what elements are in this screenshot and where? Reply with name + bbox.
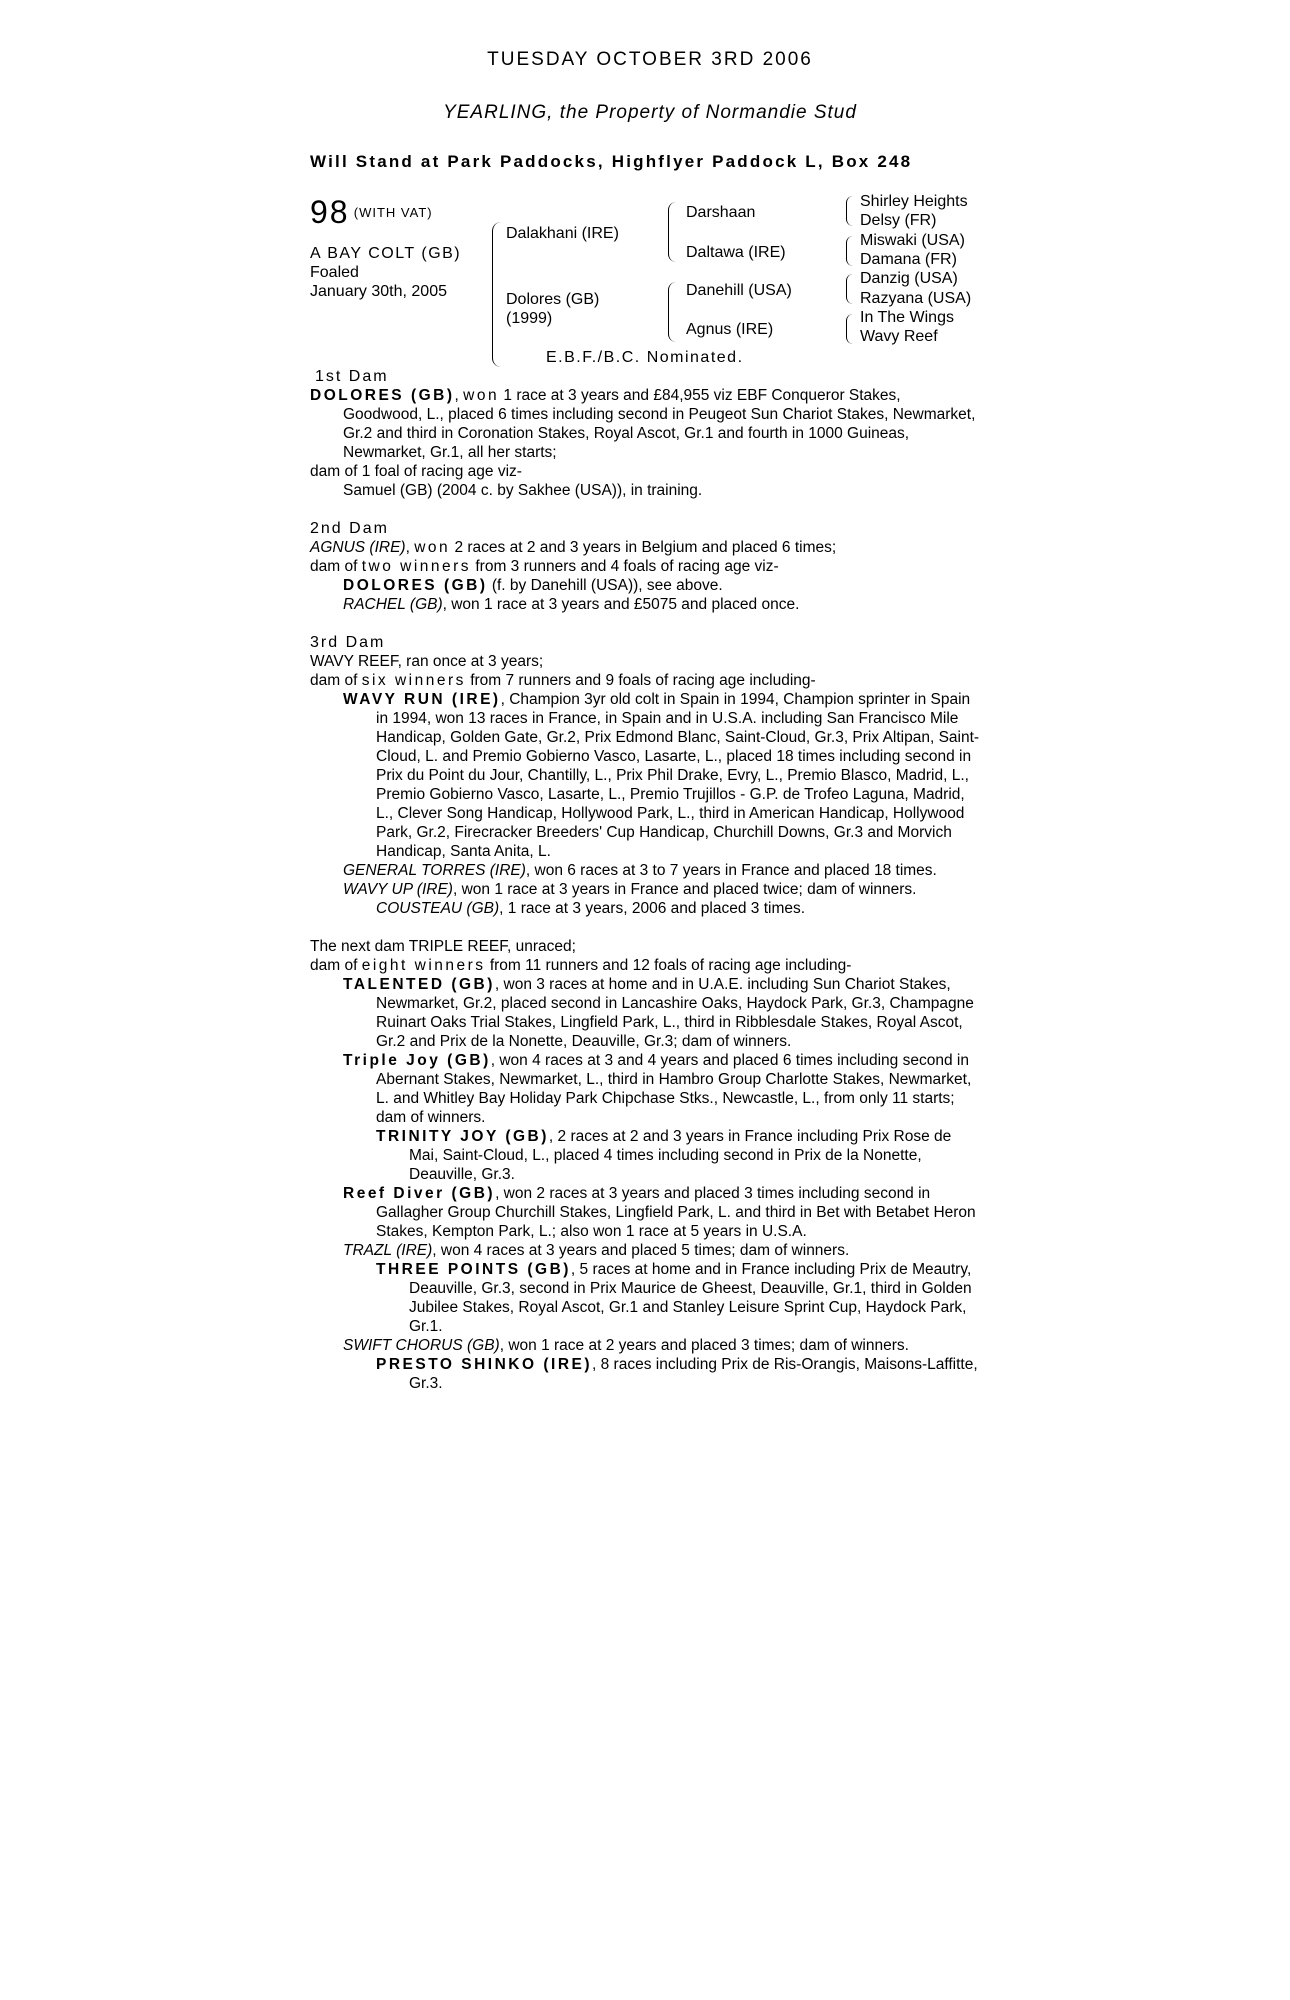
yearling-owner: YEARLING, the Property of Normandie Stud xyxy=(443,102,857,123)
progeny-line xyxy=(310,975,982,1051)
won-word: won xyxy=(463,387,500,404)
gen3-name: Damana (FR) xyxy=(860,251,957,268)
progeny-line xyxy=(310,1051,982,1127)
progeny-line xyxy=(310,1241,982,1260)
dam-of-suffix: from 7 runners and 9 foals of racing age including- xyxy=(470,672,816,689)
gen3-name: Miswaki (USA) xyxy=(860,232,965,249)
dam-of-prefix: dam of xyxy=(310,672,358,689)
dam-of-suffix: from 11 runners and 12 foals of racing age including- xyxy=(489,957,852,974)
progeny-text: (f. by Danehill (USA)), see above. xyxy=(491,577,723,594)
progeny-name: TALENTED (GB) xyxy=(343,976,495,993)
progeny-name: Reef Diver (GB) xyxy=(343,1185,496,1202)
winners-count: six winners xyxy=(361,672,466,689)
winners-count: two winners xyxy=(361,558,472,575)
vat-note: (WITH VAT) xyxy=(353,205,433,220)
dam-year: (1999) xyxy=(506,310,553,327)
winners-count: eight winners xyxy=(361,957,486,974)
gen3-name: Wavy Reef xyxy=(860,328,938,345)
progeny-text: , won 6 races at 3 to 7 years in France and placed 18 times. xyxy=(525,862,937,879)
third-dam-heading: 3rd Dam xyxy=(310,634,386,651)
dam-of-line xyxy=(310,671,982,690)
second-dam-record: AGNUS (IRE), won 2 races at 2 and 3 years in Belgium and placed 6 times; xyxy=(310,539,837,556)
progeny-name: WAVY UP (IRE) xyxy=(343,881,453,898)
progeny-line xyxy=(310,1127,982,1184)
progeny-line: Samuel (GB) (2004 c. by Sakhee (USA)), in training. xyxy=(343,482,703,499)
pedigree-brace xyxy=(846,196,853,226)
progeny-line xyxy=(310,1355,982,1393)
progeny-line xyxy=(310,880,982,899)
foaled-label: Foaled xyxy=(310,264,359,281)
first-dam-record: DOLORES (GB), won 1 race at 3 years and £84,955 viz EBF Conqueror Stakes, Goodwood, L., placed 6 times including second in Peugeot Sun Chariot Stakes, Newmarket, Gr.2 and third in Coronation Stakes, Royal Ascot, Gr.1 and fourth in 1000 Guineas, Newmarket, Gr.1, all her starts; xyxy=(310,387,976,461)
sire-sire-name: Darshaan xyxy=(686,204,756,221)
progeny-name: SWIFT CHORUS (GB) xyxy=(343,1337,500,1354)
gen3-name: Delsy (FR) xyxy=(860,212,937,229)
progeny-name: Triple Joy (GB) xyxy=(343,1052,491,1069)
pedigree-brace xyxy=(846,274,853,304)
dam-name: DOLORES (GB) xyxy=(310,387,455,404)
progeny-text: , won 1 race at 3 years and £5075 and placed once. xyxy=(442,596,800,613)
progeny-text: , won 4 races at 3 and 4 years and placed 6 times including second in Abernant Stakes, Newmarket, L., third in Hambro Group Charlotte Stakes, Newmarket, L. and Whitley Bay Holiday Park Chipchase Stks., Newcastle, L., from only 11 starts; dam of winners. xyxy=(376,1052,972,1126)
lot-number: 98 xyxy=(310,194,350,230)
pedigree-brace xyxy=(668,282,676,342)
progeny-name: TRINITY JOY (GB) xyxy=(376,1128,549,1145)
progeny-name: PRESTO SHINKO (IRE) xyxy=(376,1356,593,1373)
pedigree-body xyxy=(310,367,982,1393)
progeny-line xyxy=(310,595,982,614)
dam-sire-name: Danehill (USA) xyxy=(686,282,792,299)
progeny-text: , 5 races at home and in France including Prix de Meautry, Deauville, Gr.3, second in Prix Maurice de Gheest, Deauville, Gr.1, third in Golden Jubilee Stakes, Royal Ascot, Gr.1 and Stanley Leisure Sprint Cup, Haydock Park, Gr.1. xyxy=(409,1261,972,1335)
lot-info xyxy=(310,194,490,301)
progeny-name: TRAZL (IRE) xyxy=(343,1242,433,1259)
gen3-name: Razyana (USA) xyxy=(860,290,972,307)
dam-name: Dolores (GB) xyxy=(506,291,600,308)
progeny-text: , won 3 races at home and in U.A.E. including Sun Chariot Stakes, Newmarket, Gr.2, placed second in Lancashire Oaks, Haydock Park, Gr.3, Champagne Ruinart Oaks Trial Stakes, Lingfield Park, L., third in Ribblesdale Stakes, Royal Ascot, Gr.2 and Prix de la Nonette, Deauville, Gr.3; dam of winners. xyxy=(376,976,974,1050)
progeny-line xyxy=(310,861,982,880)
dam-name: AGNUS (IRE) xyxy=(310,539,406,556)
progeny-line xyxy=(310,1260,982,1336)
progeny-line xyxy=(310,899,982,918)
progeny-name: GENERAL TORRES (IRE) xyxy=(343,862,526,879)
progeny-text: , 1 race at 3 years, 2006 and placed 3 times. xyxy=(499,900,806,917)
gen3-name: Shirley Heights xyxy=(860,193,968,210)
progeny-line xyxy=(310,1184,982,1241)
stand-location: Will Stand at Park Paddocks, Highflyer Paddock L, Box 248 xyxy=(310,152,913,171)
dam-of-prefix: dam of xyxy=(310,957,358,974)
gen3-name: In The Wings xyxy=(860,309,954,326)
progeny-name: WAVY RUN (IRE) xyxy=(343,691,501,708)
progeny-name: THREE POINTS (GB) xyxy=(376,1261,571,1278)
sire-dam-name: Daltawa (IRE) xyxy=(686,244,786,261)
nomination-note: E.B.F./B.C. Nominated. xyxy=(546,349,744,366)
dam-of-line: dam of 1 foal of racing age viz- xyxy=(310,463,522,480)
progeny-line xyxy=(310,576,982,595)
pedigree-brace xyxy=(668,202,676,262)
dam-of-line xyxy=(310,956,982,975)
gen3-name: Danzig (USA) xyxy=(860,270,958,287)
progeny-text: , won 1 race at 2 years and placed 3 times; dam of winners. xyxy=(499,1337,909,1354)
sire-name: Dalakhani (IRE) xyxy=(506,225,619,242)
progeny-line xyxy=(310,690,982,861)
dam-of-prefix: dam of xyxy=(310,558,358,575)
progeny-text: , won 2 races at 3 years and placed 3 times including second in Gallagher Group Churchill Stakes, Lingfield Park, L. and third in Bet with Betabet Heron Stakes, Kempton Park, L.; also won 1 race at 5 years in U.S.A. xyxy=(376,1185,976,1240)
pedigree-brace xyxy=(846,314,853,344)
dam-dam-name: Agnus (IRE) xyxy=(686,321,774,338)
progeny-name: COUSTEAU (GB) xyxy=(376,900,500,917)
sale-date: TUESDAY OCTOBER 3RD 2006 xyxy=(487,49,813,70)
pedigree-brace xyxy=(846,236,853,266)
progeny-name: RACHEL (GB) xyxy=(343,596,443,613)
first-dam-heading: 1st Dam xyxy=(315,368,389,385)
record-text: 2 races at 2 and 3 years in Belgium and placed 6 times; xyxy=(454,539,837,556)
dam-of-suffix: from 3 runners and 4 foals of racing age viz- xyxy=(475,558,779,575)
record-text: 1 race at 3 years and £84,955 viz EBF Conqueror Stakes, Goodwood, L., placed 6 times including second in Peugeot Sun Chariot Stakes, Newmarket, Gr.2 and third in Coronation Stakes, Royal Ascot, Gr.1 and fourth in 1000 Guineas, Newmarket, Gr.1, all her starts; xyxy=(343,387,976,461)
lot-description: A BAY COLT (GB) xyxy=(310,245,462,262)
progeny-text: , won 1 race at 3 years in France and placed twice; dam of winners. xyxy=(452,881,917,898)
pedigree-brace xyxy=(492,222,501,367)
progeny-text: , won 4 races at 3 years and placed 5 times; dam of winners. xyxy=(432,1242,850,1259)
progeny-text: , 8 races including Prix de Ris-Orangis, Maisons-Laffitte, Gr.3. xyxy=(409,1356,978,1392)
won-word: won xyxy=(414,539,451,556)
next-dam-record: The next dam TRIPLE REEF, unraced; xyxy=(310,938,576,955)
foaled-date: January 30th, 2005 xyxy=(310,283,447,300)
progeny-name: DOLORES (GB) xyxy=(343,577,488,594)
progeny-line xyxy=(310,1336,982,1355)
third-dam-record: WAVY REEF, ran once at 3 years; xyxy=(310,653,544,670)
second-dam-heading: 2nd Dam xyxy=(310,520,389,537)
progeny-text: , Champion 3yr old colt in Spain in 1994, Champion sprinter in Spain in 1994, won 13 races in France, in Spain and in U.S.A. including San Francisco Mile Handicap, Golden Gate, Gr.2, Prix Edmond Blanc, Saint-Cloud, Gr.3, Prix Altipan, Saint-Cloud, L. and Premio Gobierno Vasco, Lasarte, L., placed 18 times including second in Prix du Point du Jour, Chantilly, L., Prix Phil Drake, Evry, L., Premio Blasco, Madrid, L., Premio Gobierno Vasco, Lasarte, L., Premio Trujillos - G.P. de Trofeo Laguna, Madrid, L., Clever Song Handicap, Hollywood Park, L., third in American Handicap, Hollywood Park, Gr.2, Firecracker Breeders' Cup Handicap, Churchill Downs, Gr.3 and Morvich Handicap, Santa Anita, L. xyxy=(376,691,980,860)
dam-of-line xyxy=(310,557,982,576)
progeny-text: , 2 races at 2 and 3 years in France including Prix Rose de Mai, Saint-Cloud, L., placed 4 times including second in Prix de la Nonette, Deauville, Gr.3. xyxy=(409,1128,952,1183)
